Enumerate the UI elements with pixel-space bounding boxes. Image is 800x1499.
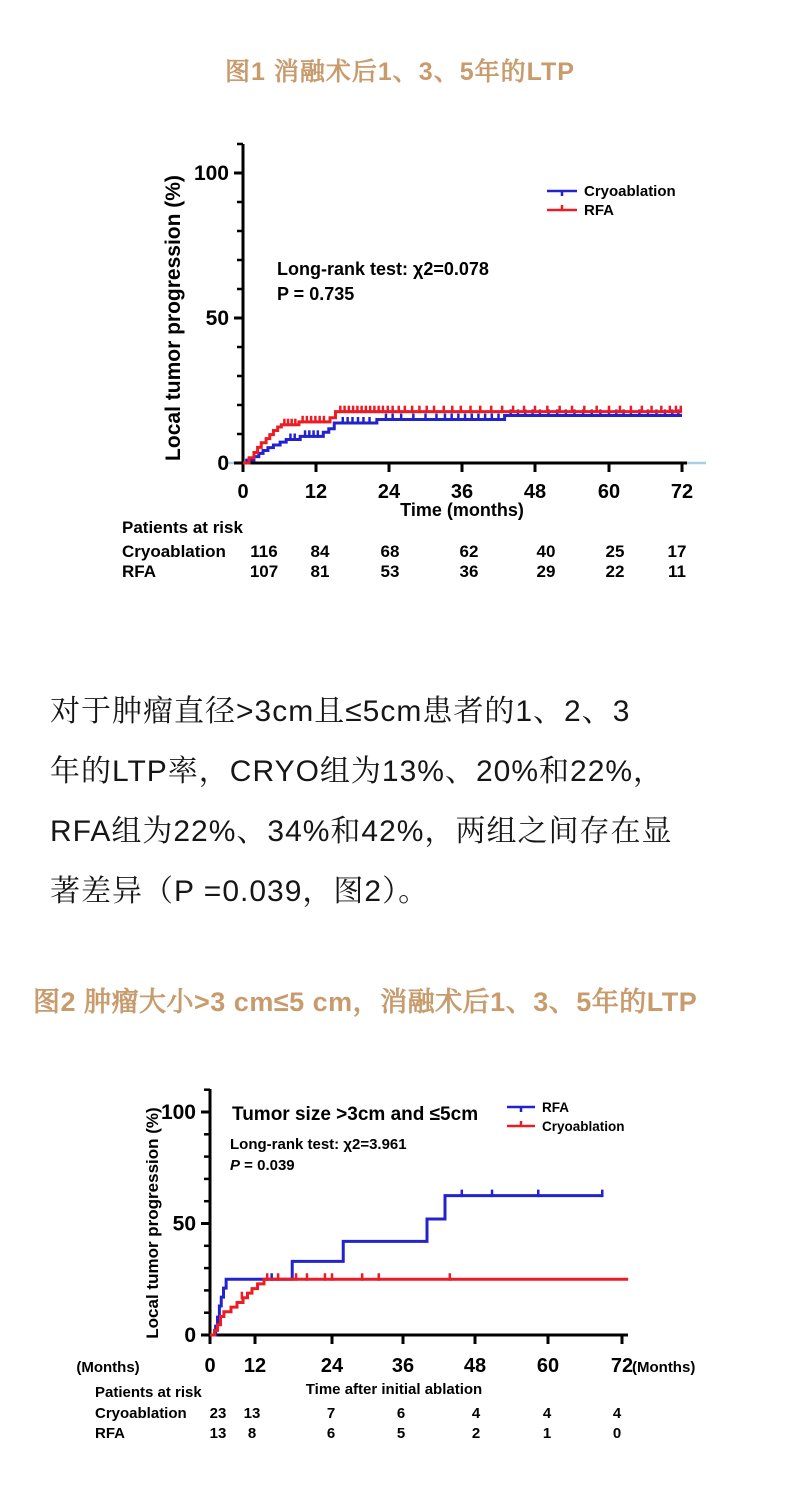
svg-text:24: 24 xyxy=(377,481,401,503)
svg-text:0: 0 xyxy=(237,481,249,503)
svg-text:68: 68 xyxy=(380,542,400,561)
svg-text:6: 6 xyxy=(396,1405,406,1422)
svg-text:1: 1 xyxy=(542,1425,552,1442)
svg-text:50: 50 xyxy=(205,307,229,330)
svg-text:116: 116 xyxy=(250,542,278,561)
figure1-title: 图1 消融术后1、3、5年的LTP xyxy=(225,58,575,86)
svg-text:6: 6 xyxy=(326,1425,336,1442)
svg-text:13: 13 xyxy=(209,1425,227,1442)
svg-text:0: 0 xyxy=(612,1425,622,1442)
svg-text:8: 8 xyxy=(247,1425,257,1442)
svg-text:Long-rank test: χ2=3.961: Long-rank test: χ2=3.961 xyxy=(230,1136,407,1153)
svg-text:(Months): (Months) xyxy=(632,1359,696,1376)
svg-text:Cryoablation: Cryoablation xyxy=(95,1405,187,1422)
svg-text:62: 62 xyxy=(459,542,479,561)
svg-text:24: 24 xyxy=(320,1355,344,1377)
svg-text:P = 0.039: P = 0.039 xyxy=(230,1157,295,1174)
svg-text:RFA: RFA xyxy=(542,1100,569,1115)
svg-text:4: 4 xyxy=(471,1405,481,1422)
svg-text:25: 25 xyxy=(605,542,625,561)
paragraph-line-2: 年的LTP率，CRYO组为13%、20%和22%， xyxy=(50,755,665,788)
svg-text:4: 4 xyxy=(612,1405,622,1422)
svg-text:Patients at risk: Patients at risk xyxy=(122,518,243,537)
svg-text:60: 60 xyxy=(536,1355,560,1377)
svg-text:72: 72 xyxy=(610,1355,634,1377)
svg-text:81: 81 xyxy=(310,562,330,581)
svg-text:Cryoablation: Cryoablation xyxy=(542,1119,625,1134)
svg-text:36: 36 xyxy=(391,1355,415,1377)
svg-text:4: 4 xyxy=(542,1405,552,1422)
svg-text:100: 100 xyxy=(193,162,229,185)
figure2-title: 图2 肿瘤大小>3 cm≤5 cm，消融术后1、3、5年的LTP xyxy=(33,987,698,1017)
figure1-chart xyxy=(0,128,800,598)
svg-text:Time (months): Time (months) xyxy=(400,500,524,520)
svg-text:Time after initial ablation: Time after initial ablation xyxy=(305,1381,483,1398)
svg-text:48: 48 xyxy=(463,1355,487,1377)
svg-text:(Months): (Months) xyxy=(76,1359,140,1376)
svg-text:53: 53 xyxy=(380,562,400,581)
svg-text:50: 50 xyxy=(172,1212,196,1236)
svg-text:12: 12 xyxy=(243,1355,267,1377)
svg-text:RFA: RFA xyxy=(95,1425,125,1442)
svg-text:107: 107 xyxy=(249,562,279,581)
svg-text:36: 36 xyxy=(459,562,479,581)
svg-text:11: 11 xyxy=(668,562,686,581)
paragraph-line-3: RFA组为22%、34%和42%，两组之间存在显 xyxy=(50,815,673,848)
svg-text:12: 12 xyxy=(304,481,328,503)
svg-text:17: 17 xyxy=(667,542,687,561)
svg-text:Long-rank test: χ2=0.078: Long-rank test: χ2=0.078 xyxy=(277,259,489,279)
svg-text:RFA: RFA xyxy=(584,202,614,219)
svg-text:13: 13 xyxy=(243,1405,261,1422)
svg-text:2: 2 xyxy=(471,1425,481,1442)
paragraph-line-4: 著差异（P =0.039，图2）。 xyxy=(50,875,430,908)
svg-text:72: 72 xyxy=(670,481,694,503)
svg-text:22: 22 xyxy=(605,562,625,581)
svg-text:0: 0 xyxy=(217,452,229,475)
svg-text:29: 29 xyxy=(536,562,556,581)
svg-text:60: 60 xyxy=(597,481,621,503)
svg-text:Local tumor progression (%): Local tumor progression (%) xyxy=(143,1107,162,1339)
svg-text:36: 36 xyxy=(450,481,474,503)
svg-text:0: 0 xyxy=(204,1355,216,1377)
svg-text:Cryoablation: Cryoablation xyxy=(584,183,676,200)
svg-text:P = 0.735: P = 0.735 xyxy=(277,284,355,304)
svg-text:Local tumor progression (%): Local tumor progression (%) xyxy=(162,175,185,461)
svg-text:Cryoablation: Cryoablation xyxy=(122,542,226,561)
svg-text:40: 40 xyxy=(536,542,556,561)
svg-text:48: 48 xyxy=(523,481,547,503)
svg-text:100: 100 xyxy=(160,1101,196,1124)
svg-text:84: 84 xyxy=(310,542,330,561)
svg-text:23: 23 xyxy=(209,1405,227,1422)
svg-text:5: 5 xyxy=(396,1425,406,1442)
svg-text:0: 0 xyxy=(184,1324,196,1347)
svg-text:RFA: RFA xyxy=(122,562,156,581)
body-paragraph xyxy=(50,682,672,922)
paragraph-line-1: 对于肿瘤直径>3cm且≤5cm患者的1、2、3 xyxy=(50,695,631,728)
svg-text:Tumor size >3cm and ≤5cm: Tumor size >3cm and ≤5cm xyxy=(232,1104,479,1125)
figure2-chart xyxy=(0,1058,800,1468)
svg-text:7: 7 xyxy=(326,1405,336,1422)
svg-text:Patients at risk: Patients at risk xyxy=(95,1384,202,1401)
